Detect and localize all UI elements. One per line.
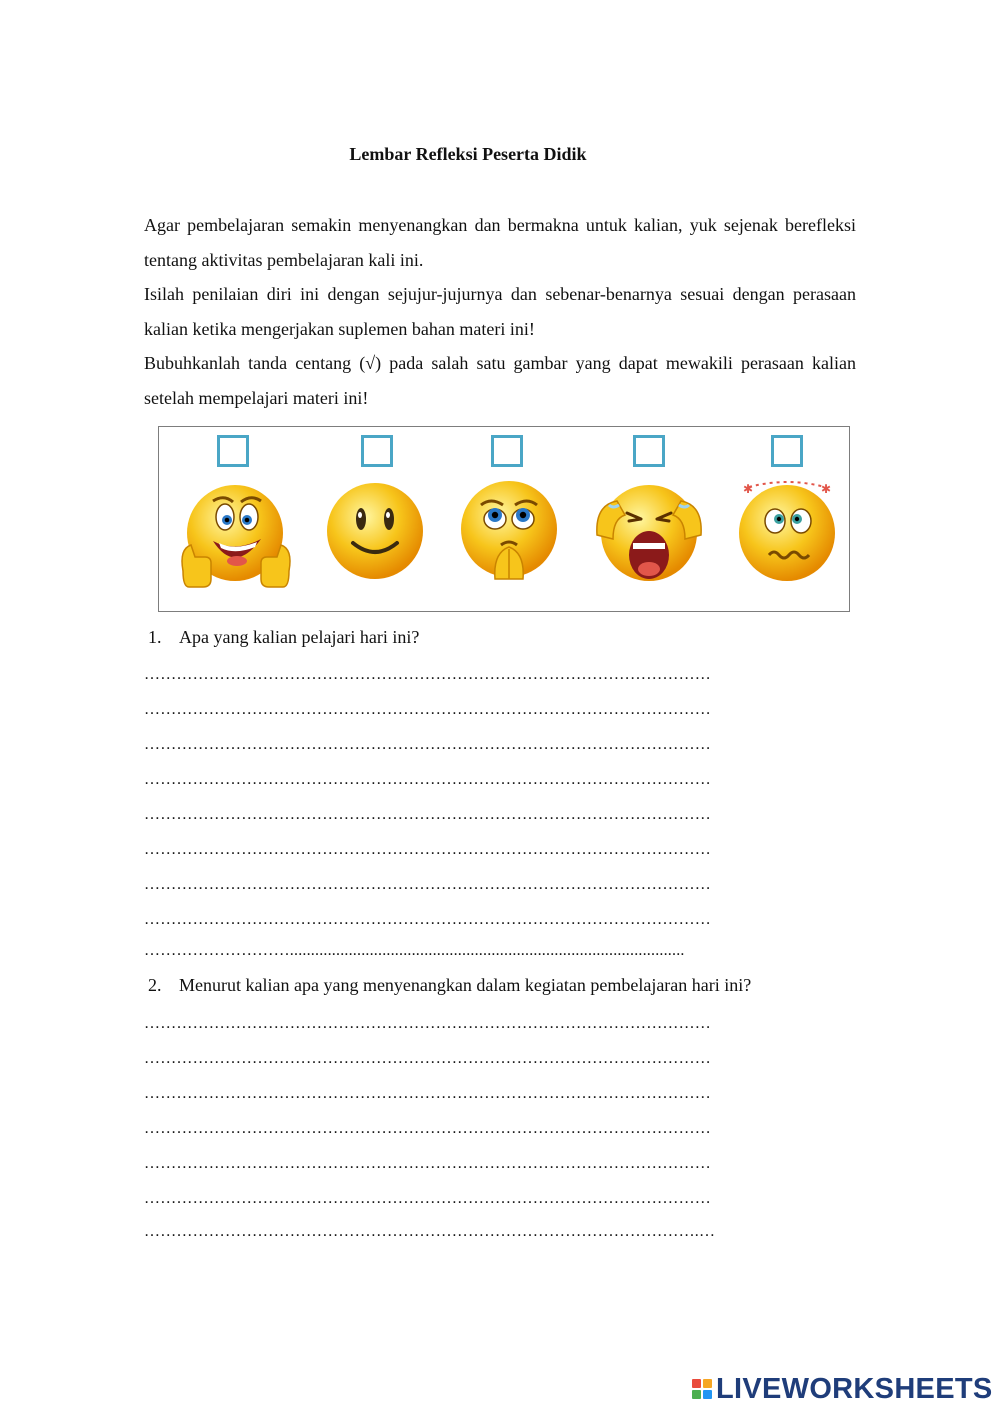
instructions bbox=[144, 208, 856, 416]
liveworksheets-logo bbox=[692, 1374, 993, 1404]
thumbs-up-grinning-face-icon bbox=[169, 475, 299, 605]
emoji-checkbox-2[interactable] bbox=[361, 435, 393, 467]
answer-line[interactable]: …………………………………………………………………………………………… bbox=[144, 771, 711, 788]
logo-square-green bbox=[692, 1390, 701, 1399]
emoji-checkbox-3[interactable] bbox=[491, 435, 523, 467]
answer-line[interactable]: …………………………………………………………………………………………… bbox=[144, 876, 711, 893]
svg-text:✱: ✱ bbox=[821, 482, 832, 496]
emoji-rating-panel bbox=[158, 426, 850, 612]
emoji-choice-2 bbox=[311, 427, 441, 613]
logo-square-red bbox=[692, 1379, 701, 1388]
question-number: 2. bbox=[148, 975, 162, 995]
answer-line[interactable]: …………………………………………………………………………………………… bbox=[144, 1050, 711, 1067]
liveworksheets-mark-icon bbox=[692, 1379, 712, 1399]
emoji-choice-4 bbox=[589, 427, 719, 613]
svg-text:✱: ✱ bbox=[743, 482, 754, 496]
question-text: Apa yang kalian pelajari hari ini? bbox=[179, 627, 420, 647]
answer-line[interactable]: …………………………………………………………………………………………… bbox=[144, 806, 711, 823]
answer-line[interactable]: ………………………………………………………………………………………….… bbox=[144, 1223, 716, 1240]
answer-line[interactable]: …………………………………………………………………………………………… bbox=[144, 666, 711, 683]
answer-line[interactable]: ……………………….............................................................................................. bbox=[144, 942, 685, 959]
answer-line[interactable]: …………………………………………………………………………………………… bbox=[144, 911, 711, 928]
question-1 bbox=[148, 627, 419, 648]
logo-square-blue bbox=[703, 1390, 712, 1399]
smiling-face-icon bbox=[311, 475, 441, 605]
answer-line[interactable]: …………………………………………………………………………………………… bbox=[144, 1155, 711, 1172]
logo-square-orange bbox=[703, 1379, 712, 1388]
crying-face-icon bbox=[589, 475, 719, 605]
emoji-checkbox-4[interactable] bbox=[633, 435, 665, 467]
answer-line[interactable]: …………………………………………………………………………………………… bbox=[144, 1085, 711, 1102]
emoji-choice-5 bbox=[725, 427, 855, 613]
answer-line[interactable]: …………………………………………………………………………………………… bbox=[144, 736, 711, 753]
emoji-choice-1 bbox=[169, 427, 299, 613]
question-text: Menurut kalian apa yang menyenangkan dalam kegiatan pembelajaran hari ini? bbox=[179, 975, 752, 995]
answer-line[interactable]: …………………………………………………………………………………………… bbox=[144, 1190, 711, 1207]
dizzy-confused-face-icon bbox=[725, 475, 855, 605]
intro-paragraph-1: Agar pembelajaran semakin menyenangkan dan bermakna untuk kalian, yuk sejenak berefleksi tentang aktivitas pembelajaran kali ini. bbox=[144, 215, 856, 270]
answer-line[interactable]: …………………………………………………………………………………………… bbox=[144, 1015, 711, 1032]
emoji-checkbox-1[interactable] bbox=[217, 435, 249, 467]
answer-line[interactable]: …………………………………………………………………………………………… bbox=[144, 1120, 711, 1137]
intro-paragraph-3: Bubuhkanlah tanda centang (√) pada salah satu gambar yang dapat mewakili perasaan kalian setelah mempelajari materi ini! bbox=[144, 353, 856, 408]
question-number: 1. bbox=[148, 627, 162, 647]
page-title: Lembar Refleksi Peserta Didik bbox=[349, 144, 587, 164]
intro-paragraph-2: Isilah penilaian diri ini dengan sejujur-jujurnya dan sebenar-benarnya sesuai dengan perasaan kalian ketika mengerjakan suplemen bahan materi ini! bbox=[144, 284, 856, 339]
pleading-face-icon bbox=[445, 475, 575, 605]
emoji-checkbox-5[interactable] bbox=[771, 435, 803, 467]
liveworksheets-wordmark: LIVEWORKSHEETS bbox=[716, 1372, 993, 1405]
answer-line[interactable]: …………………………………………………………………………………………… bbox=[144, 701, 711, 718]
emoji-choice-3 bbox=[445, 427, 575, 613]
answer-line[interactable]: …………………………………………………………………………………………… bbox=[144, 841, 711, 858]
question-2 bbox=[148, 975, 751, 996]
